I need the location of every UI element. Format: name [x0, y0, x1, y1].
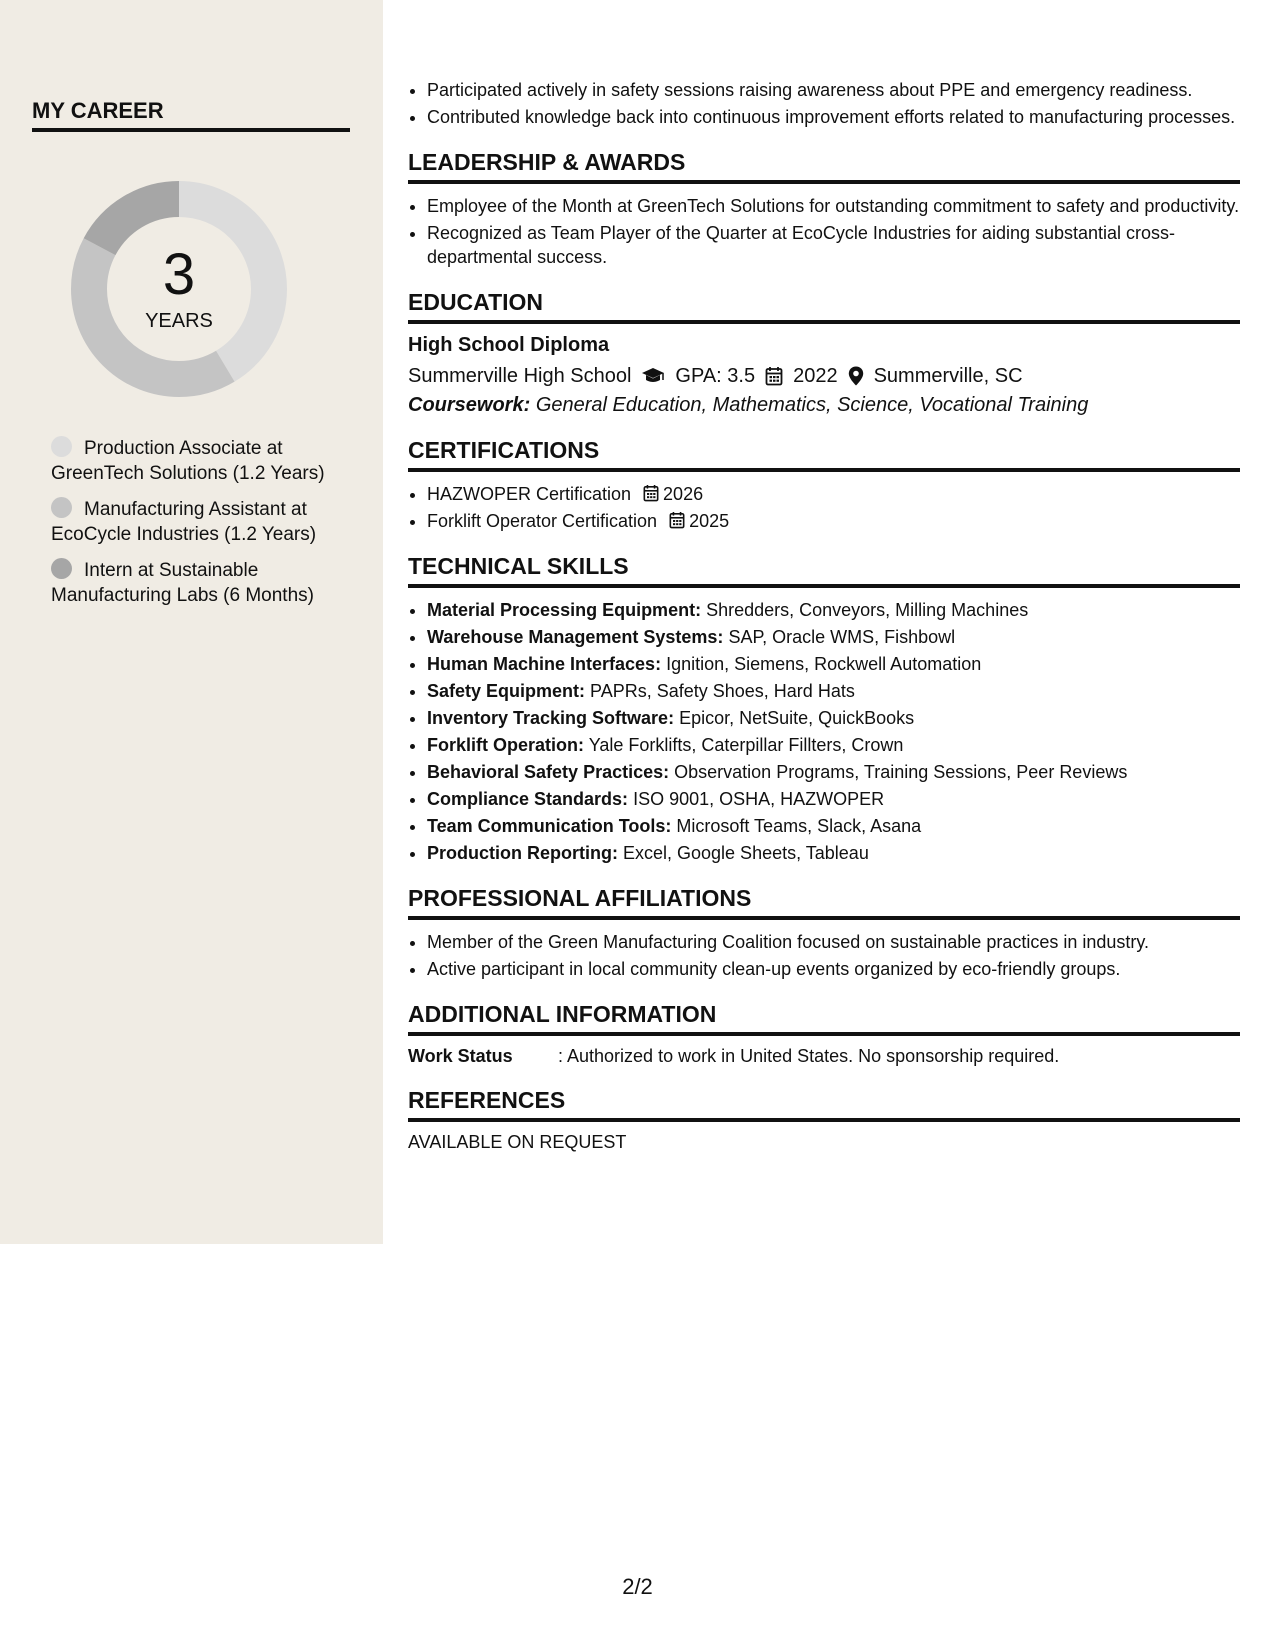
skills-list: [408, 598, 1240, 865]
skill-value: PAPRs, Safety Shoes, Hard Hats: [590, 681, 855, 701]
main-content: [408, 78, 1240, 1153]
career-item: [51, 558, 351, 608]
skill-label: Human Machine Interfaces:: [427, 654, 662, 674]
career-item-label: Production Associate at GreenTech Solutions (1.2 Years): [51, 438, 325, 484]
graduation-cap-icon: [641, 367, 665, 385]
legend-dot-icon: [51, 436, 72, 457]
certification-name: HAZWOPER Certification: [427, 484, 632, 504]
skill-label: Forklift Operation:: [427, 735, 584, 755]
coursework-label: Coursework:: [408, 394, 531, 416]
list-item: • Employee of the Month at GreenTech Solutions for outstanding commitment to safety and productivity.: [427, 194, 1240, 218]
skill-label: Material Processing Equipment:: [427, 600, 702, 620]
skill-label: Safety Equipment:: [427, 681, 586, 701]
skill-value: ISO 9001, OSHA, HAZWOPER: [633, 789, 885, 809]
skill-label: Inventory Tracking Software:: [427, 708, 675, 728]
list-item: • Participated actively in safety sessions raising awareness about PPE and emergency readiness.: [427, 78, 1240, 102]
section-title-additional: ADDITIONAL INFORMATION: [408, 1001, 1240, 1036]
section-title-education: EDUCATION: [408, 289, 1240, 324]
section-title-references: REFERENCES: [408, 1087, 1240, 1122]
skill-value: Microsoft Teams, Slack, Asana: [676, 816, 922, 836]
list-item: [427, 760, 1240, 784]
affiliations-list: [408, 930, 1240, 981]
coursework-value: General Education, Mathematics, Science, Vocational Training: [535, 394, 1089, 416]
career-title: MY CAREER: [32, 98, 350, 132]
section-title-leadership: LEADERSHIP & AWARDS: [408, 149, 1240, 184]
skill-label: Production Reporting:: [427, 843, 618, 863]
skill-label: Compliance Standards:: [427, 789, 629, 809]
list-item: [427, 787, 1240, 811]
leadership-list: [408, 194, 1240, 269]
list-item: [427, 652, 1240, 676]
skill-label: Warehouse Management Systems:: [427, 627, 724, 647]
work-status-row: [408, 1046, 1240, 1067]
education-school: Summerville High School: [408, 365, 632, 387]
skill-value: SAP, Oracle WMS, Fishbowl: [728, 627, 956, 647]
education-year: 2022: [793, 365, 838, 387]
list-item: [427, 706, 1240, 730]
section-title-skills: TECHNICAL SKILLS: [408, 553, 1240, 588]
page-number: 2/2: [622, 1574, 653, 1599]
list-item: [427, 814, 1240, 838]
calendar-icon: [765, 366, 783, 386]
education-details: [408, 361, 1240, 391]
section-title-certifications: CERTIFICATIONS: [408, 437, 1240, 472]
sidebar: [0, 0, 383, 1244]
list-item: [427, 625, 1240, 649]
legend-dot-icon: [51, 558, 72, 579]
education-location: Summerville, SC: [873, 365, 1023, 387]
education-coursework: [408, 394, 1240, 417]
list-item: [427, 482, 1240, 506]
experience-continued-list: [408, 78, 1240, 129]
references-text: AVAILABLE ON REQUEST: [408, 1132, 627, 1152]
location-pin-icon: [848, 366, 864, 386]
skill-value: Excel, Google Sheets, Tableau: [623, 843, 869, 863]
list-item: • Member of the Green Manufacturing Coalition focused on sustainable practices in industry.: [427, 930, 1240, 954]
career-item: [51, 497, 351, 547]
career-years-unit: YEARS: [145, 309, 213, 332]
certification-year: 2025: [689, 511, 730, 531]
skill-value: Shredders, Conveyors, Milling Machines: [706, 600, 1029, 620]
list-item: [427, 841, 1240, 865]
list-item: [427, 598, 1240, 622]
certification-year: 2026: [663, 484, 704, 504]
list-item: • Recognized as Team Player of the Quarter at EcoCycle Industries for aiding substantial cross-departmental success.: [427, 221, 1240, 269]
education-degree: High School Diploma: [408, 334, 610, 356]
career-donut-chart: [66, 176, 292, 402]
career-item: [51, 436, 351, 486]
career-years-number: 3: [162, 241, 196, 307]
career-legend: [51, 436, 351, 619]
work-status-value: : Authorized to work in United States. No sponsorship required.: [558, 1046, 1060, 1066]
education-gpa: GPA: 3.5: [675, 365, 756, 387]
skill-value: Observation Programs, Training Sessions, Peer Reviews: [674, 762, 1128, 782]
career-item-label: Intern at Sustainable Manufacturing Labs (6 Months): [51, 560, 314, 606]
career-item-label: Manufacturing Assistant at EcoCycle Industries (1.2 Years): [51, 499, 317, 545]
calendar-icon: [669, 511, 685, 529]
skill-value: Yale Forklifts, Caterpillar Fillters, Crown: [588, 735, 904, 755]
list-item: [427, 679, 1240, 703]
skill-value: Epicor, NetSuite, QuickBooks: [679, 708, 915, 728]
calendar-icon: [643, 484, 659, 502]
certification-name: Forklift Operator Certification: [427, 511, 658, 531]
list-item: • Contributed knowledge back into continuous improvement efforts related to manufacturing processes.: [427, 105, 1240, 129]
list-item: [427, 509, 1240, 533]
legend-dot-icon: [51, 497, 72, 518]
work-status-key: Work Status: [408, 1046, 513, 1066]
list-item: [427, 733, 1240, 757]
skill-label: Behavioral Safety Practices:: [427, 762, 670, 782]
list-item: • Active participant in local community clean-up events organized by eco-friendly groups.: [427, 957, 1240, 981]
section-title-affiliations: PROFESSIONAL AFFILIATIONS: [408, 885, 1240, 920]
certifications-list: [408, 482, 1240, 533]
skill-value: Ignition, Siemens, Rockwell Automation: [666, 654, 982, 674]
donut-center: [66, 176, 292, 402]
skill-label: Team Communication Tools:: [427, 816, 672, 836]
